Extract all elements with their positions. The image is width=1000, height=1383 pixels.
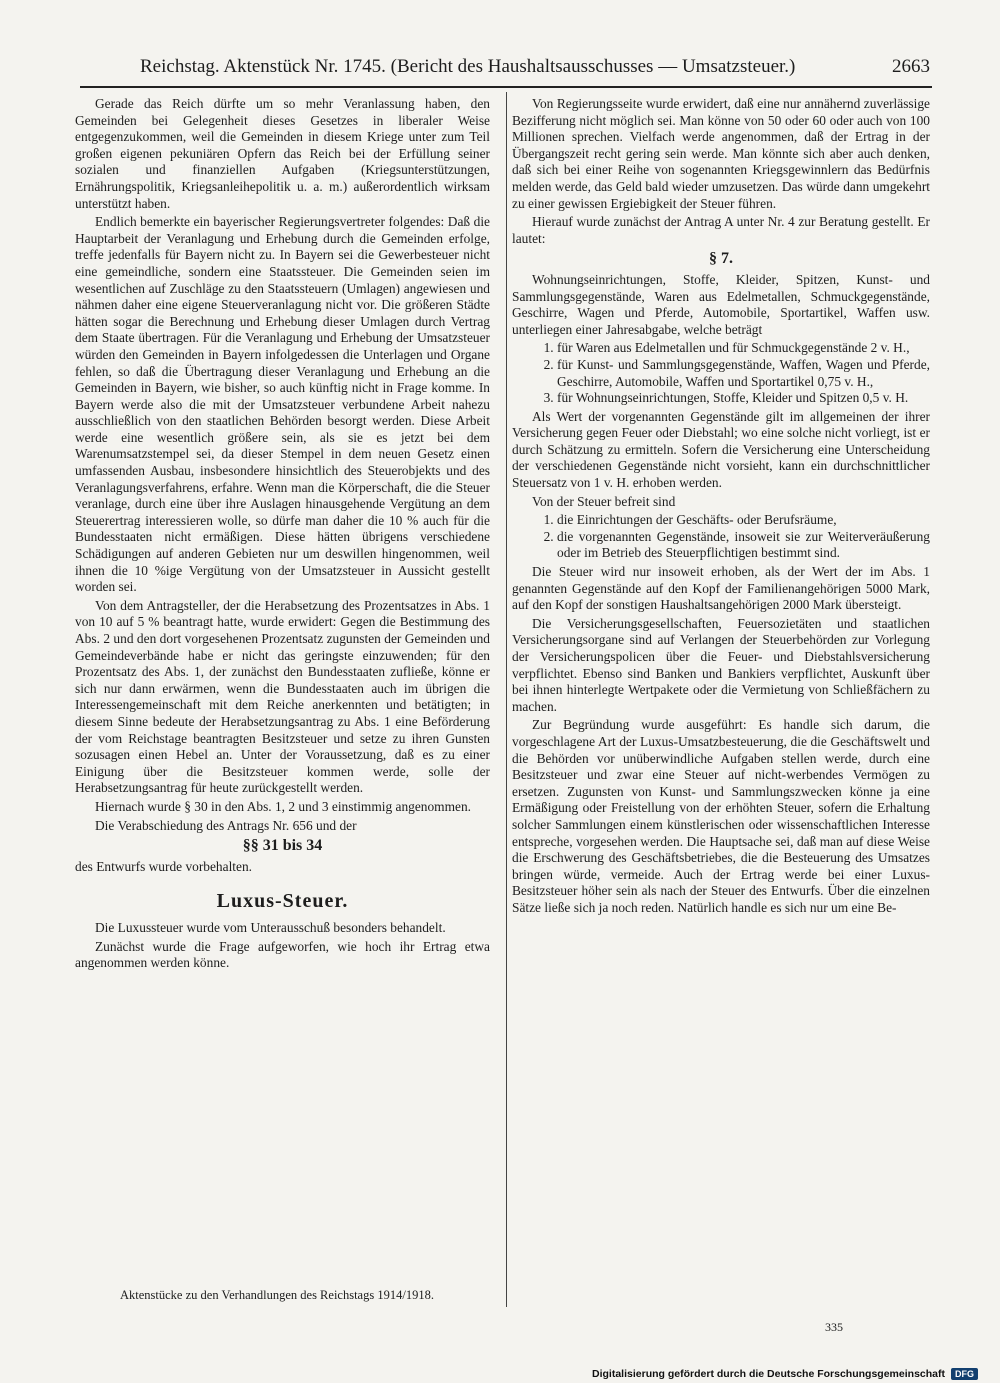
paragraph: Die Luxussteuer wurde vom Unterausschuß besonders behandelt. [95,919,446,935]
list-item: 1. für Waren aus Edelmetallen und für Schmuckgegenstände 2 v. H., [557,340,930,357]
numbered-list [512,512,930,562]
running-header [140,56,930,82]
paragraph: Hierauf wurde zunächst der Antrag A unter Nr. 4 zur Beratung gestellt. Er lautet: [512,214,930,246]
paragraph: Wohnungseinrichtungen, Stoffe, Kleider, Spitzen, Kunst- und Sammlungsgegenstände, Waren aus Edelmetallen, Schmuckgegenstände, Geschirre, Wagen und Pferde, Automobile, Sportartikel, Waffen usw. unterliegen einer Jahresabgabe, welche beträgt [512,271,930,337]
section-heading: §§ 31 bis 34 [242,837,323,855]
list-item: 3. für Wohnungseinrichtungen, Stoffe, Kleider und Spitzen 0,5 v. H. [557,390,930,407]
numbered-list [512,340,930,406]
digitization-credit [592,1367,978,1381]
section-title: Luxus-Steuer. [216,890,349,913]
paragraph: Die Steuer wird nur insoweit erhoben, als der Wert der im Abs. 1 genannten Gegenstände auf den Kopf der Familienangehörigen 5000 Mark, auf den Kopf der sonstigen Haushaltsangehörigen 2000 Mark übersteigt. [512,564,930,613]
paragraph: Die Verabschiedung des Antrags Nr. 656 und der [95,817,357,833]
list-item: 2. für Kunst- und Sammlungsgegenstände, Waffen, Wagen und Pferde, Geschirre, Automobile, Waffen und Sportartikel 0,75 v. H., [557,357,930,390]
sheet-number: 335 [825,1320,843,1334]
header-title: Reichstag. Aktenstück Nr. 1745. (Bericht des Haushaltsausschusses — Umsatzsteuer.) [140,56,796,77]
left-column [75,96,490,974]
dfg-logo: DFG [951,1368,978,1380]
page-number: 2663 [892,56,930,77]
paragraph: Die Versicherungsgesellschaften, Feuersozietäten und staatlichen Versicherungsorgane sind auf Verlangen der Steuerbehörden zur Vorlegung der Versicherungspolicen über die Feuer- und Diebstahlsversicherung verpflichtet. Ebenso sind Banken und Bankiers verpflichtet, Auskunft über bei ihnen hinterlegte Wertpakete oder die Vermietung von Schließfächern zu machen. [512,615,930,714]
paragraph: Zunächst wurde die Frage aufgeworfen, wie hoch ihr Ertrag etwa angenommen werden könne. [75,938,490,971]
paragraph: Als Wert der vorgenannten Gegenstände gilt im allgemeinen der ihrer Versicherung gegen Feuer oder Diebstahl; wo eine solche nicht vorliegt, ist er durch Schätzung zu ermitteln. Sofern die Versicherung eine Unterscheidung der verschiedenen Gegenstände nicht vorsieht, kann ein durchschnittlicher Steuersatz von 1 v. H. erhoben werden. [512,408,930,491]
list-item: 1. die Einrichtungen der Geschäfts- oder Berufsräume, [557,512,930,529]
paragraph: Von Regierungsseite wurde erwidert, daß eine nur annähernd zuverlässige Bezifferung nicht möglich sei. Man könne von 50 oder 60 oder auch von 100 Millionen sprechen. Vielfach werde angenommen, daß der Ertrag in der Übergangszeit recht gering sein werde. Man könnte sich aber auch denken, daß sich bei einer Reihe von sogenannten Kriegsgewinnlern das Bedürfnis melden werde, das Geld bald wieder umzusetzen. Das würde dann umgekehrt zu einer gewissen Ergiebigkeit der Steuer führen. [512,96,930,211]
paragraph: Von dem Antragsteller, der die Herabsetzung des Prozentsatzes in Abs. 1 von 10 auf 5 % beantragt hatte, wurde erwidert: Gegen die Bestimmung des Abs. 2 und den dort vorgesehenen Prozentsatz zugunsten der Gemeinden und Gemeindeverbände habe er nicht das geringste einzuwenden; für den Prozentsatz des Abs. 1, der zunächst den Bundesstaaten zufließe, könne er sich nur dann erwärmen, wenn die Bundesstaaten auch im übrigen die Interessengemeinschaft mit dem Reiche anerkennten und betätigten; in diesem Sinne bedeute der Herabsetzungsantrag zu Abs. 1 eine Beförderung der vom Reichstage beantragten Besitzsteuer und setze zu ihren Gunsten sozusagen einen Hebel an. Unter der Voraussetzung, daß es zu einer Einigung über die Besitzsteuer kommen werde, solle der Herabsetzungsantrag für heute zurückgestellt werden. [75,597,490,796]
header-rule [80,86,932,88]
paragraph: Hiernach wurde § 30 in den Abs. 1, 2 und 3 einstimmig angenommen. [95,798,471,814]
paragraph: Zur Begründung wurde ausgeführt: Es handle sich darum, die vorgeschlagene Art der Luxus-Umsatzbesteuerung, die die Geschäftswelt und die Behörden vor unüberwindliche Aufgaben stellen werde, durch eine Besitzsteuer und zwar eine Steuer auf nicht-werbendes Vermögen zu ersetzen. Zugunsten von Kunst- und Sammlungszwecken könne ja eine Ermäßigung oder Freistellung von der erhöhten Steuer, sofern die Erhaltung solcher Sammlungen einem künstlerischen oder wissenschaftlichen Interesse entspreche, vorgesehen werden. Die Hauptsache sei, daß man auf diese Weise die Erschwerung des Geschäftsbetriebes, die die Besteuerung des Umsatzes bringen würde, vermeide. Auch der Ertrag werde bei einer Luxus-Besitzsteuer höher sein als nach der Steuer des Entwurfs. Über die einzelnen Sätze ließe sich ja noch reden. Natürlich handle es sich nur um eine Be- [512,717,930,915]
credit-text: Digitalisierung gefördert durch die Deutsche Forschungsgemeinschaft [592,1368,945,1380]
list-item: 2. die vorgenannten Gegenstände, insoweit sie zur Weiterveräußerung oder im Betrieb des Steuerpflichtigen bestimmt sind. [557,529,930,562]
paragraph: Gerade das Reich dürfte um so mehr Veranlassung haben, den Gemeinden bei Gelegenheit dieses Gesetzes in liberaler Weise entgegenzukommen, weil die Gemeinden in diesem Kriege unter zum Teil großen eigenen pekuniären Opfern das Reich bei der Erfüllung seiner sozialen und finanziellen Aufgaben (Kriegsunterstützungen, Ernährungspolitik, Kriegsanleihepolitik u. a. m.) außerordentlich wirksam unterstützt haben. [75,96,490,211]
paragraph: Endlich bemerkte ein bayerischer Regierungsvertreter folgendes: Daß die Hauptarbeit der Veranlagung und Erhebung durch die Gemeinden erfolge, treffe jedenfalls für Bayern nicht zu. In Bayern sei die Gewerbesteuer nicht eine gemeindliche, sondern eine Staatssteuer. Die Gemeinden seien im wesentlichen auf Zuschläge zu den Staatssteuern (Umlagen) angewiesen und nähmen daher eine eigene Steuerveranlagung nicht vor. Die größeren Städte hätten sogar die Berechnung und Erhebung dieser Umlagen durch Vertrag dem Staate übertragen. Für die Veranlagung und Erhebung der Umsatzsteuer würden den Gemeinden in Bayern infolgedessen die Unterlagen und Organe fehlen, so daß die Übertragung dieser Veranlagung und Erhebung an die Gemeinden in Bayern, wie bisher, so auch künftig nicht in Frage komme. In Bayern werde also die mit der Umsatzsteuer verbundene Arbeit nahezu ausschließlich von den staatlichen Behörden besorgt werden. Diese Arbeit werde eine wesentlich größere sein, als sie es jetzt bei dem Warenumsatzstempel sei, da dieser Stempel in dem neuen Gesetz einen umfassenden Ausbau, insbesondere hinsichtlich des Steuerobjekts und des Veranlagungsverfahrens, erfahre. Wenn man die Körperschaft, die die Steuer veranlage, durch eine über ihre Auslagen hinausgehende Vergütung an dem Steuerertrag interessieren wolle, so dürfe man daher die 10 % auch für die Bundesstaaten nicht ermäßigen. Diese hätten übrigens verschiedene Schädigungen auf anderen Gebieten nur um deswillen hingenommen, weil ihnen die 10 %ige Vergütung von der Umsatzsteuer in Aussicht gestellt worden sei. [75,214,490,595]
paragraph: des Entwurfs wurde vorbehalten. [75,858,253,874]
section-heading: § 7. [709,250,733,268]
footer-note: Aktenstücke zu den Verhandlungen des Reichstags 1914/1918. [120,1288,434,1302]
right-column [512,96,930,919]
column-divider [506,92,507,1307]
paragraph: Von der Steuer befreit sind [532,493,676,509]
